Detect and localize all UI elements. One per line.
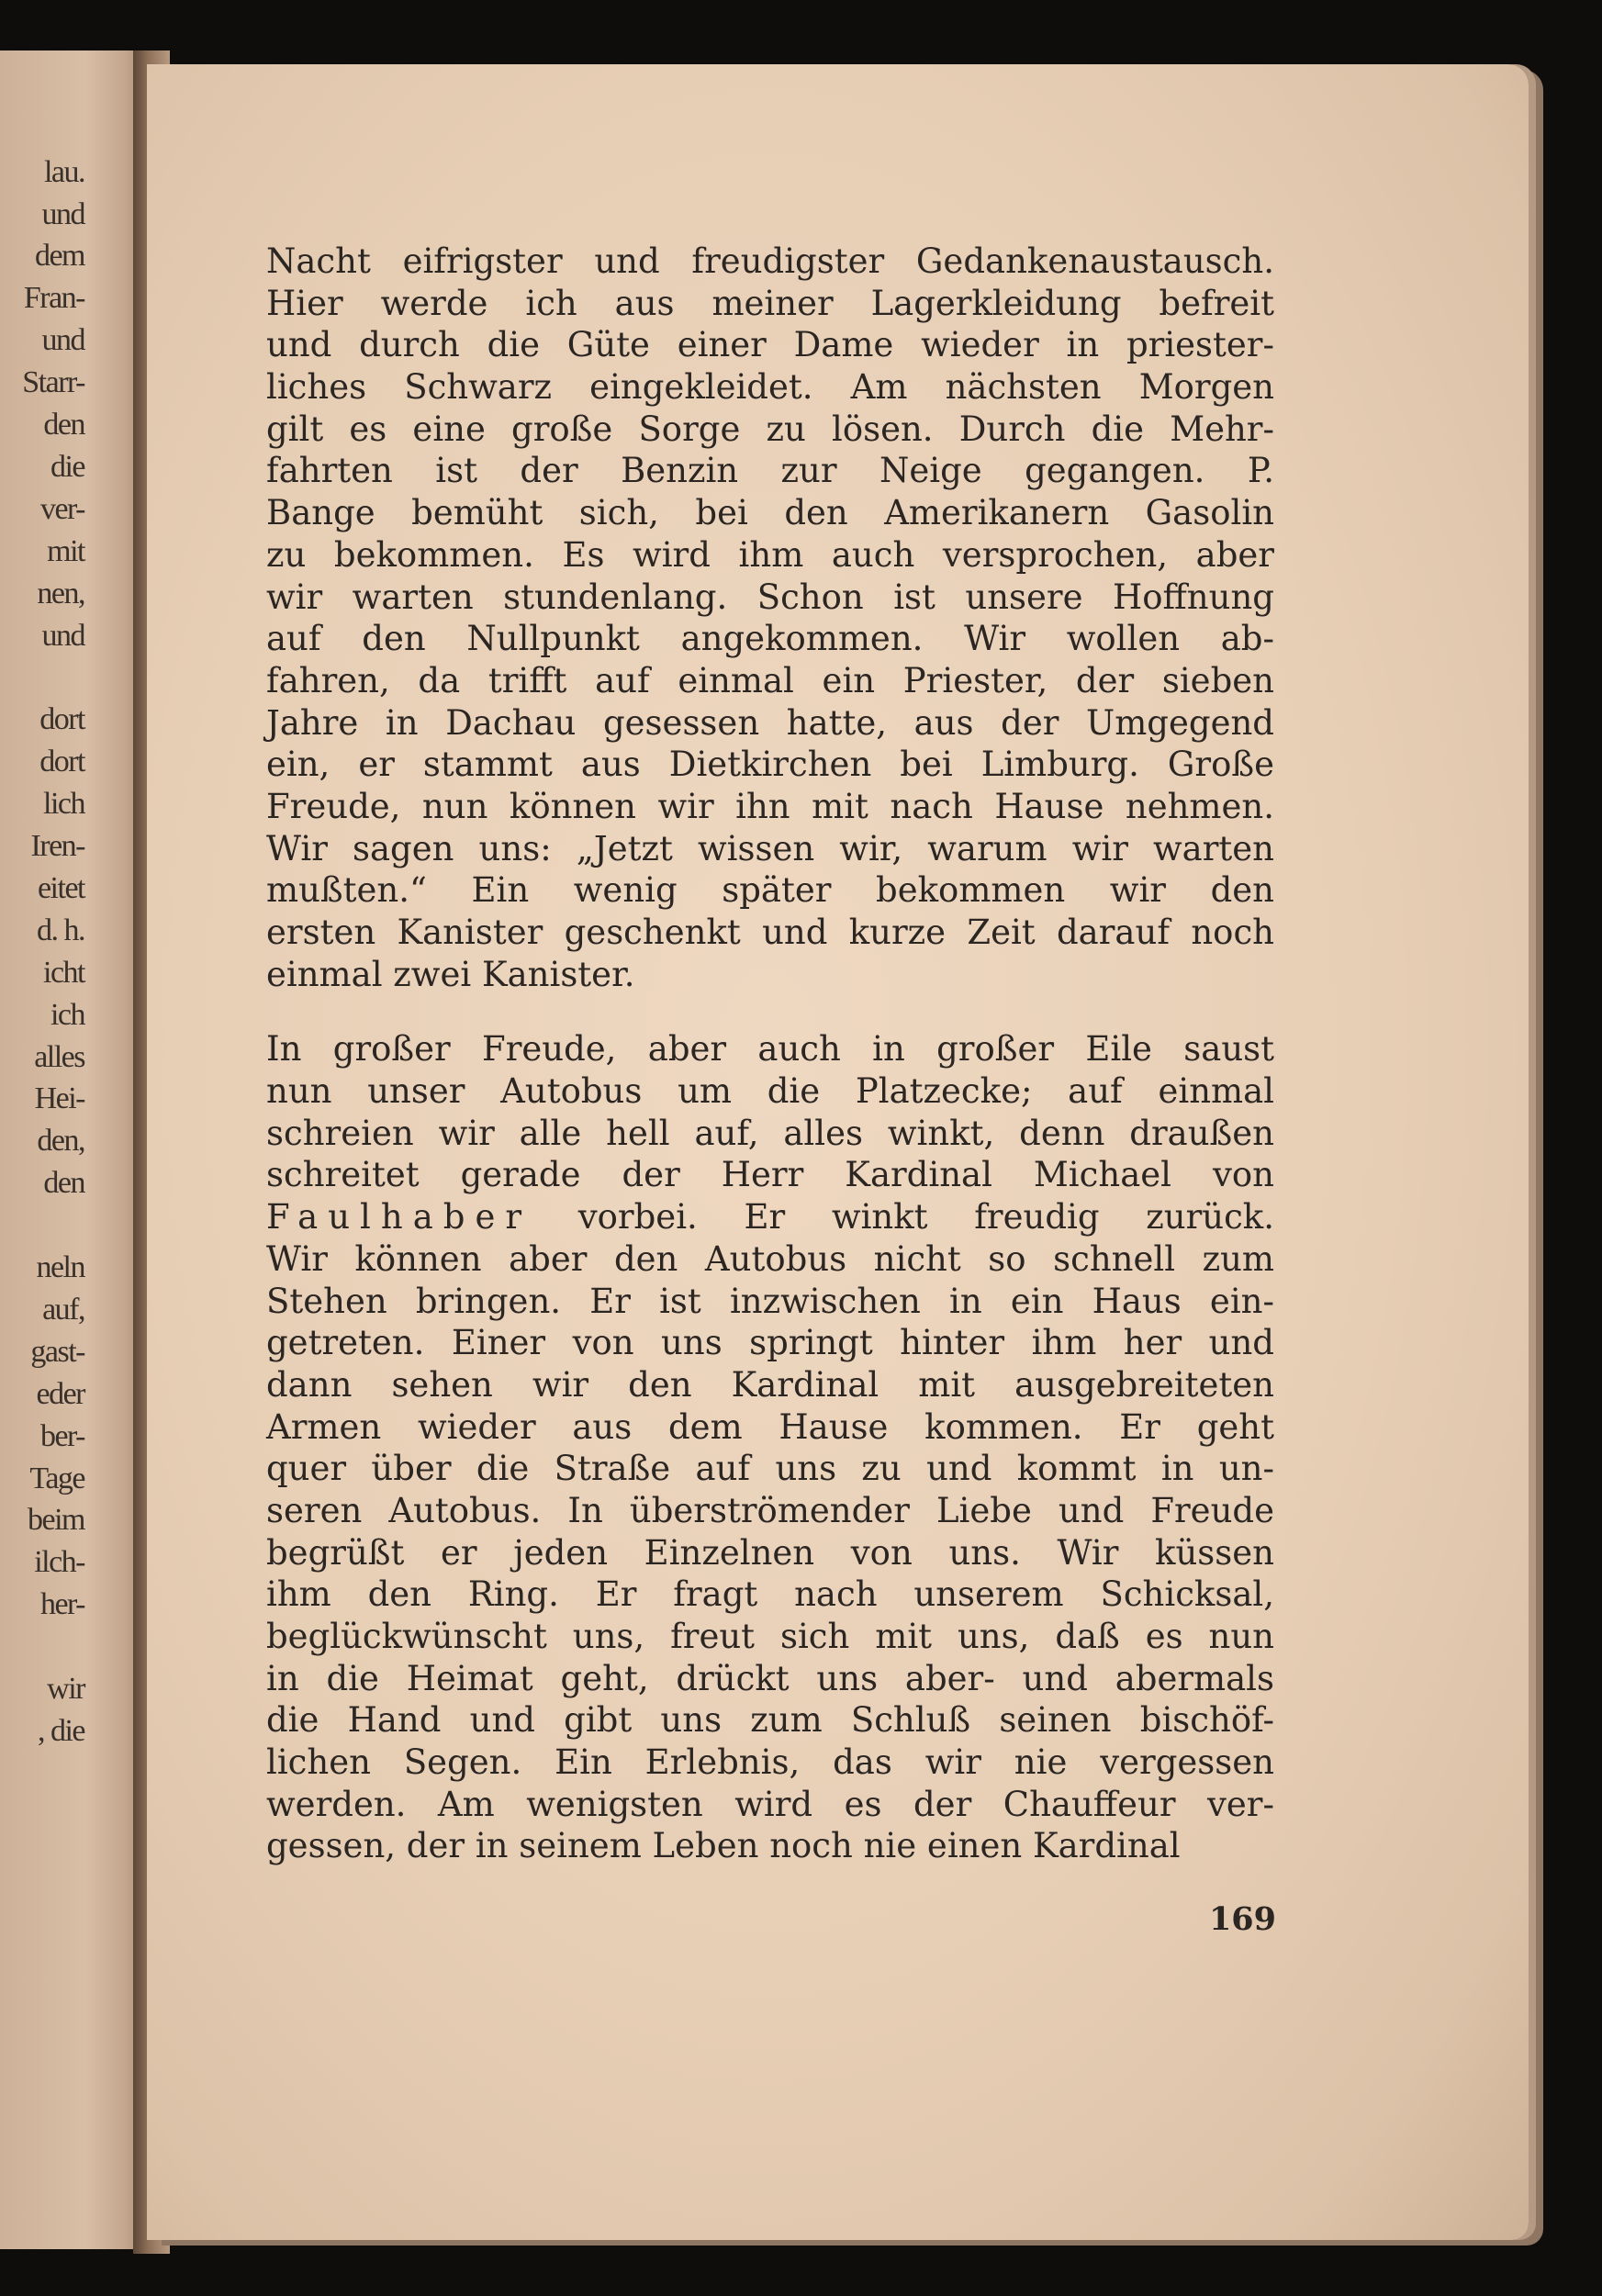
text-line: Nacht eifrigster und freudigster Gedankenaustausch. [266,241,1274,281]
previous-page-fragment: den, [37,1124,84,1159]
text-line: Wir können aber den Autobus nicht so schnell zum [266,1238,1274,1279]
text-line: Hier werde ich aus meiner Lagerkleidung befreit [266,283,1274,323]
previous-page-fragment: dem [34,239,84,274]
previous-page-fragment: alles [34,1039,84,1074]
text-line: die Hand und gibt uns zum Schluß seinen bischöf- [266,1700,1274,1741]
text-line: in die Heimat geht, drückt uns aber- und abermals [266,1658,1274,1698]
text-line: Armen wieder aus dem Hause kommen. Er geht [266,1406,1274,1447]
emphasized-name: Faulhaber [266,1197,532,1238]
previous-page-fragment: d. h. [37,913,84,947]
previous-page-fragment: den [43,408,84,442]
previous-page-fragment: eder [36,1376,84,1411]
paragraph-1 [266,241,1274,995]
previous-page-fragment: ilch- [34,1545,84,1580]
text-line: dann sehen wir den Kardinal mit ausgebreiteten [266,1364,1274,1405]
previous-page-fragment: neln [36,1250,84,1284]
text-line: gessen, der in seinem Leben noch nie einen Kardinal [266,1826,1181,1866]
text-line: seren Autobus. In überströmender Liebe und Freude [266,1490,1274,1530]
text-line: gilt es eine große Sorge zu lösen. Durch die Mehr- [266,409,1274,449]
text-line: In großer Freude, aber auch in großer Eile saust [266,1029,1274,1070]
previous-page-fragment: her- [39,1587,84,1622]
previous-page-fragment: die [50,449,84,484]
previous-page-fragment: auf, [42,1292,84,1327]
text-line: lichen Segen. Ein Erlebnis, das wir nie vergessen [266,1742,1274,1783]
previous-page-fragment: , die [37,1713,84,1748]
text-line: Jahre in Dachau gesessen hatte, aus der Umgegend [266,702,1274,743]
previous-page-fragment: wir [47,1672,84,1706]
previous-page-fragment: Tage [29,1461,84,1495]
previous-page-fragment: nen, [37,576,84,610]
previous-page-fragment: mit [47,533,84,568]
text-line: und durch die Güte einer Dame wieder in priester- [266,325,1274,365]
text-line: begrüßt er jeden Einzelnen von uns. Wir küssen [266,1532,1274,1573]
previous-page-fragment: Hei- [34,1081,84,1116]
page-body-text [266,241,1274,1867]
text-line: liches Schwarz eingekleidet. Am nächsten Morgen [266,367,1274,408]
text-line: mußten.“ Ein wenig später bekommen wir den [266,870,1274,911]
text-line: einmal zwei Kanister. [266,954,635,994]
previous-page-fragment: den [43,1166,84,1201]
text-line: auf den Nullpunkt angekommen. Wir wollen ab- [266,619,1274,659]
previous-page-fragment: icht [43,955,84,990]
previous-page-fragment: ver- [39,491,84,526]
text-line: beglückwünscht uns, freut sich mit uns, daß es nun [266,1617,1274,1656]
text-line: Freude, nun können wir ihn mit nach Hause nehmen. [266,786,1274,826]
previous-page-fragment: und [41,196,84,231]
previous-page-fragment: ber- [39,1418,84,1453]
text-line: ihm den Ring. Er fragt nach unserem Schicksal, [266,1574,1274,1615]
text-line: nun unser Autobus um die Platzecke; auf einmal [266,1071,1274,1112]
previous-page-fragment: lau. [43,154,84,189]
text-line: ein, er stammt aus Dietkirchen bei Limburg. Große [266,745,1274,785]
text-line: fahren, da trifft auf einmal ein Priester, der sieben [266,660,1274,700]
page-number: 169 [1208,1900,1276,1938]
previous-page-fragment: Starr- [22,365,84,400]
previous-page-fragment: dort [39,702,84,737]
text-line: fahrten ist der Benzin zur Neige gegangen. P. [266,451,1274,491]
previous-page-fragment: ich [50,997,84,1032]
previous-page-fragment: beim [28,1503,84,1538]
text-line: Faulhaber vorbei. Er winkt freudig zurück. [266,1197,1274,1238]
text-line: schreien wir alle hell auf, alles winkt, denn draußen [266,1113,1274,1153]
text-line: zu bekommen. Es wird ihm auch versprochen, aber [266,534,1274,575]
previous-page-fragment: und [41,618,84,653]
text-line: Wir sagen uns: „Jetzt wissen wir, warum wir warten [266,828,1274,868]
previous-page-fragment: gast- [30,1334,84,1369]
text-line: Stehen bringen. Er ist inzwischen in ein Haus ein- [266,1281,1274,1321]
paragraph-2 [266,1028,1274,1867]
previous-page-fragment: eitet [37,870,84,905]
previous-page-fragment: dort [39,745,84,779]
previous-page-fragment: lich [43,787,84,822]
text-line: quer über die Straße auf uns zu und kommt in un- [266,1449,1274,1489]
text-line: wir warten stundenlang. Schon ist unsere Hoffnung [266,577,1274,617]
previous-page-fragment: und [41,323,84,358]
previous-page-fragment: Iren- [30,829,84,863]
text-line: ersten Kanister geschenkt und kurze Zeit darauf noch [266,913,1274,952]
paragraph-gap [266,995,1274,1028]
text-line: Bange bemüht sich, bei den Amerikanern Gasolin [266,493,1274,533]
text-line: schreitet gerade der Herr Kardinal Michael von [266,1155,1274,1195]
text-line: getreten. Einer von uns springt hinter ihm her und [266,1323,1274,1363]
text-line: werden. Am wenigsten wird es der Chauffeur ver- [266,1784,1274,1824]
previous-page-fragment: Fran- [23,281,84,316]
